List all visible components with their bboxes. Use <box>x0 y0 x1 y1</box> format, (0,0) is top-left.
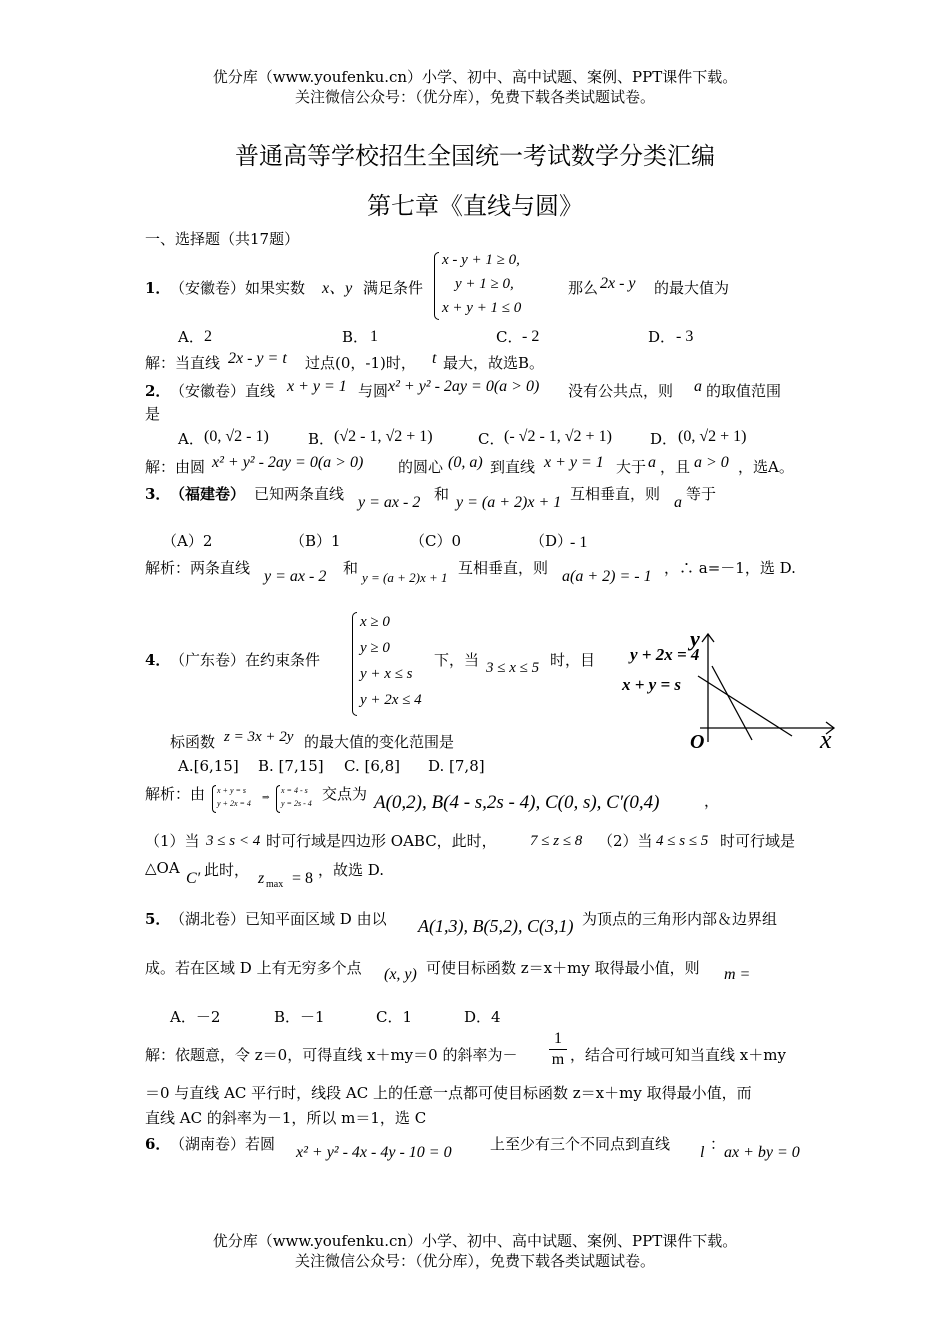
q1-cond: 满足条件 <box>363 279 424 297</box>
q5-frac-num: 1 <box>554 1030 562 1047</box>
q5-frac-den: m <box>551 1051 565 1068</box>
q2-number: 2． <box>145 382 171 400</box>
q1-sys-3: x + y + 1 ≤ 0 <box>442 300 522 316</box>
q3-intro: 已知两条直线 <box>254 485 345 503</box>
q2-circle: x² + y² - 2ay = 0(a > 0) <box>388 378 540 395</box>
q4-intro: （广东卷）在约束条件 <box>170 651 321 669</box>
q5-sol-post: ，结合可行域可知当直线 x＋my <box>570 1046 786 1064</box>
q1-sol-pre: 解：当直线 <box>145 354 221 372</box>
q3-opt-d: （D） <box>530 532 573 550</box>
q5-opt-a: A．－2 <box>170 1008 221 1026</box>
q1-opt-a: A． <box>178 328 204 346</box>
header-line-2: 关注微信公众号：（优分库），免费下载各类试题试卷。 <box>294 88 655 106</box>
q2-sol-mid2: 到直线 <box>490 458 536 476</box>
q5-pts: A(1,3), B(5,2), C(3,1) <box>418 916 574 936</box>
q1-vars: x、y <box>322 280 353 297</box>
q4-c2-pre: （2）当 <box>598 832 653 850</box>
q4-number: 4． <box>145 651 171 669</box>
q2-cont: 是 <box>145 405 161 423</box>
q4-c1-mid: 时可行域是四边形 OABC，此时， <box>266 832 497 850</box>
q4-c3-c: C′ <box>186 870 201 887</box>
q4-graph-l1-label: y + 2x = 4 <box>630 645 700 664</box>
q4-line2-pre: 标函数 <box>170 733 216 751</box>
q4-z: z = 3x + 2y <box>224 729 294 745</box>
q4-mid: 下，当 <box>434 651 480 669</box>
q3-sol-l2: y = (a + 2)x + 1 <box>362 570 448 585</box>
q4-c3-mid: 此时， <box>204 861 250 879</box>
q5-l2-post: 可使目标函数 z＝x＋my 取得最小值，则 <box>426 959 700 977</box>
q4-sol-brace-b <box>276 785 280 813</box>
q5-number: 5． <box>145 910 171 928</box>
q3-opt-d-val: - 1 <box>570 534 588 551</box>
q3-sol-mid: 互相垂直，则 <box>458 559 549 577</box>
q4-sol-brace-a <box>212 785 216 813</box>
q3-and: 和 <box>434 485 450 503</box>
q4-graph-y-label: y <box>690 626 700 651</box>
q6-number: 6． <box>145 1135 171 1153</box>
q2-opt-d: D． <box>650 430 678 448</box>
q2-sol-post: ，选A。 <box>738 458 794 476</box>
q1-intro: （安徽卷）如果实数 <box>170 279 306 297</box>
q2-intro: （安徽卷）直线 <box>170 382 276 400</box>
q3-sol-l1: y = ax - 2 <box>264 568 327 585</box>
q6-intro: （湖南卷）若圆 <box>170 1135 276 1153</box>
footer-line-2: 关注微信公众号：（优分库），免费下载各类试题试卷。 <box>294 1252 655 1270</box>
q4-opt-c: C. [6,8] <box>344 757 401 775</box>
q1-number: 1． <box>145 279 171 297</box>
q5-opt-d: D．4 <box>464 1008 501 1026</box>
q3-opt-a: （A）2 <box>162 532 213 550</box>
q2-opt-a-val: (0, √2 - 1) <box>204 428 269 445</box>
q4-c3-z: z <box>258 870 265 887</box>
q1-opt-d-val: - 3 <box>676 328 694 345</box>
q3-sol-and: 和 <box>343 559 359 577</box>
q2-a: a <box>694 378 702 395</box>
q2-sol-mid3: 大于 <box>616 458 647 476</box>
section-heading: 一、选择题（共17题） <box>145 230 300 248</box>
q4-graph-line-2x <box>712 666 752 740</box>
q4-graph-o-label: O <box>690 731 705 750</box>
q3-l2: y = (a + 2)x + 1 <box>456 494 562 511</box>
q4-sol-sys-b-2: y = 2s - 4 <box>281 799 312 808</box>
q1-opt-a-val: 2 <box>204 328 212 345</box>
q1-opt-d: D． <box>648 328 676 346</box>
q2-opt-b: B． <box>308 430 335 448</box>
q4-graph <box>612 622 844 750</box>
q4-c3-post: ，故选 D. <box>318 861 385 879</box>
q3-post2: 等于 <box>686 485 717 503</box>
q2-sol-line: x + y = 1 <box>544 454 604 471</box>
q2-opt-c-val: (- √2 - 1, √2 + 1) <box>504 428 612 445</box>
q4-c2-range: 4 ≤ s ≤ 5 <box>656 833 709 849</box>
q1-sol-mid: 过点(0，-1)时， <box>305 354 416 372</box>
q5-frac-bar <box>549 1049 567 1050</box>
q4-line2-post: 的最大值的变化范围是 <box>304 733 455 751</box>
q4-sys-4: y + 2x ≤ 4 <box>360 692 422 708</box>
q5-sol-line3: 直线 AC 的斜率为－1，所以 m＝1，选 C <box>145 1109 427 1127</box>
q4-sol-arrow: ⇒ <box>262 792 270 802</box>
q1-expr: 2x - y <box>600 275 636 292</box>
q4-sol-end: ， <box>704 792 720 810</box>
q4-sol-sys-a-2: y + 2x = 4 <box>217 799 251 808</box>
q3-post: 互相垂直，则 <box>570 485 661 503</box>
q6-l: l <box>700 1144 705 1161</box>
q2-line: x + y = 1 <box>287 378 347 395</box>
q2-sol-pre: 解：由圆 <box>145 458 206 476</box>
q4-graph-l2-label: x + y = s <box>622 675 682 694</box>
q1-opt-c-val: - 2 <box>522 328 540 345</box>
q4-sol-mid: 交点为 <box>322 785 368 803</box>
q1-opt-c: C． <box>496 328 523 346</box>
q4-graph-x-label: x <box>820 725 832 750</box>
q2-post2: 的取值范围 <box>706 382 782 400</box>
chapter-title: 第七章《直线与圆》 <box>367 192 583 220</box>
q5-xy: (x, y) <box>384 966 417 983</box>
q3-a: a <box>674 494 682 511</box>
q6-circle: x² + y² - 4x - 4y - 10 = 0 <box>296 1144 452 1161</box>
q4-opt-a: A.[6,15] <box>178 757 239 775</box>
q5-l2-pre: 成。若在区域 D 上有无穷多个点 <box>145 959 362 977</box>
q4-sol-sys-a-1: x + y = s <box>217 786 247 795</box>
q5-sol-pre: 解：依题意，令 z＝0，可得直线 x＋my＝0 的斜率为－ <box>145 1046 518 1064</box>
q5-intro: （湖北卷）已知平面区域 D 由以 <box>170 910 387 928</box>
q5-post: 为顶点的三角形内部＆边界组 <box>582 910 778 928</box>
q1-ask-pre: 那么 <box>568 279 599 297</box>
q4-c1-pre: （1）当 <box>145 832 200 850</box>
q2-sol-a: a <box>648 454 656 471</box>
q4-c2-post: 时可行域是 <box>720 832 796 850</box>
q4-sys-1: x ≥ 0 <box>360 614 390 630</box>
q2-opt-b-val: (√2 - 1, √2 + 1) <box>334 428 433 445</box>
q2-sol-mid: 的圆心 <box>398 458 444 476</box>
q4-sys-3: y + x ≤ s <box>360 666 413 682</box>
q3-tag: （福建卷） <box>170 485 246 503</box>
q1-opt-b: B． <box>342 328 369 346</box>
q1-ask-post: 的最大值为 <box>654 279 730 297</box>
q1-sol-post: 最大，故选B。 <box>443 354 545 372</box>
q3-sol-pre: 解析：两条直线 <box>145 559 251 577</box>
q3-number: 3． <box>145 485 171 503</box>
q4-c3-sub: max <box>266 879 284 890</box>
q1-sol-t: t <box>432 350 437 367</box>
q4-opt-b: B. [7,15] <box>258 757 324 775</box>
q4-sol-pts: A(0,2), B(4 - s,2s - 4), C(0, s), C′(0,4) <box>374 792 660 813</box>
q4-c1-z: 7 ≤ z ≤ 8 <box>530 833 583 849</box>
q5-opt-c: C．1 <box>376 1008 413 1026</box>
q1-brace <box>434 252 439 320</box>
q1-sol-expr: 2x - y = t <box>228 350 287 367</box>
q4-c1-range: 3 ≤ s < 4 <box>206 833 261 849</box>
q2-mid: 与圆 <box>358 382 389 400</box>
q3-sol-eq: a(a + 2) = - 1 <box>562 568 652 585</box>
q1-sys-2: y + 1 ≥ 0, <box>455 276 514 292</box>
q5-m: m = <box>724 966 751 983</box>
q4-post: 时，目 <box>550 651 596 669</box>
footer-line-1: 优分库（www.youfenku.cn）小学、初中、高中试题、案例、PPT课件下载。 <box>212 1232 738 1250</box>
q4-opt-d: D. [7,8] <box>428 757 485 775</box>
q2-opt-a: A． <box>178 430 204 448</box>
q4-sol-sys-b-1: x = 4 - s <box>281 786 308 795</box>
q5-sol-line2: ＝0 与直线 AC 平行时，线段 AC 上的任意一点都可使目标函数 z＝x＋my 取得最小值，而 <box>145 1084 752 1102</box>
q3-opt-c: （C）0 <box>410 532 462 550</box>
q2-sol-cond: a > 0 <box>694 454 729 471</box>
q2-opt-c: C． <box>478 430 505 448</box>
q5-opt-b: B．－1 <box>274 1008 325 1026</box>
q4-c3-eq: = 8 <box>292 870 314 887</box>
q1-sys-1: x - y + 1 ≥ 0, <box>442 252 520 268</box>
q3-opt-b: （B）1 <box>290 532 341 550</box>
q4-sol-pre: 解析：由 <box>145 785 206 803</box>
q3-l1: y = ax - 2 <box>358 494 421 511</box>
q2-post1: 没有公共点，则 <box>568 382 674 400</box>
q6-line: ax + by = 0 <box>724 1144 800 1161</box>
header-line-1: 优分库（www.youfenku.cn）小学、初中、高中试题、案例、PPT课件下载。 <box>212 68 738 86</box>
q2-sol-circle: x² + y² - 2ay = 0(a > 0) <box>212 454 364 471</box>
q5-fraction <box>549 1030 567 1069</box>
q6-mid: 上至少有三个不同点到直线 <box>490 1135 671 1153</box>
q2-opt-d-val: (0, √2 + 1) <box>678 428 747 445</box>
q4-c3-pre: △OA <box>145 859 180 877</box>
q3-sol-post: ，∴ a=－1，选 D. <box>664 559 796 577</box>
q4-range: 3 ≤ x ≤ 5 <box>486 660 540 676</box>
q2-sol-center: (0, a) <box>448 454 483 471</box>
q1-opt-b-val: 1 <box>370 328 378 345</box>
page-title: 普通高等学校招生全国统一考试数学分类汇编 <box>235 142 715 170</box>
q4-sys-2: y ≥ 0 <box>360 640 390 656</box>
q4-brace <box>352 612 357 716</box>
q2-sol-mid4: ，且 <box>660 458 691 476</box>
q6-colon: ： <box>710 1135 726 1153</box>
